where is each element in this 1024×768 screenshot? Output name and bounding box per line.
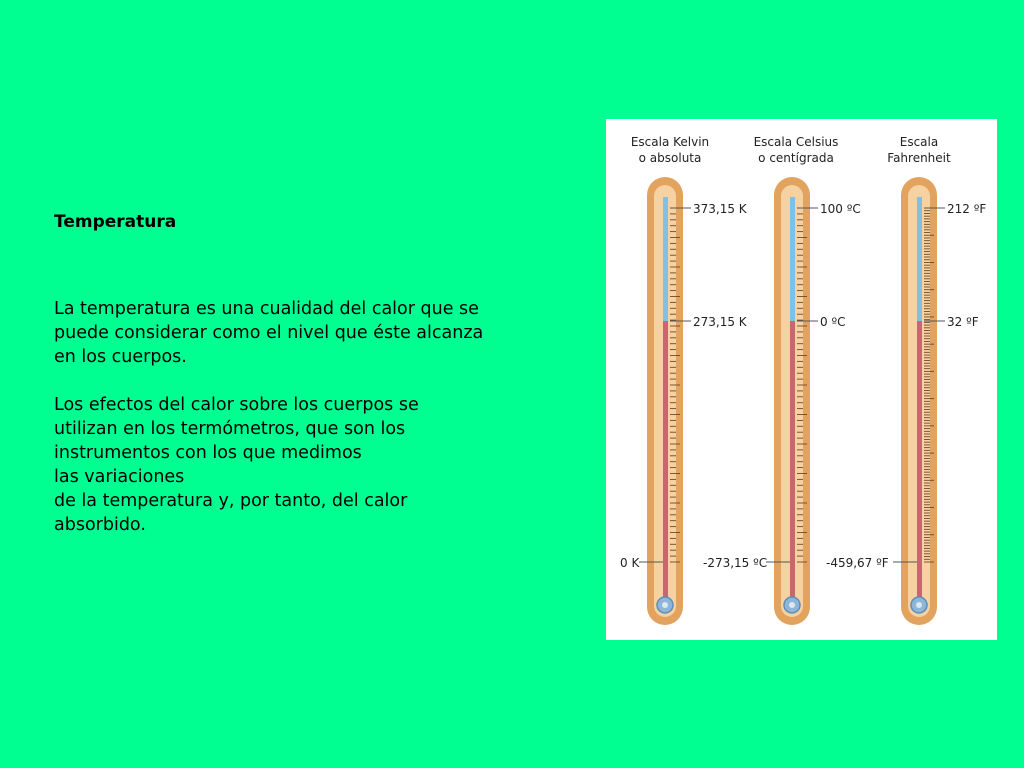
fahrenheit-title-line2: Fahrenheit bbox=[887, 151, 951, 165]
paragraph-1-line: La temperatura es una cualidad del calor que se bbox=[54, 299, 479, 319]
paragraph-2 bbox=[54, 393, 554, 537]
fahrenheit-capillary-upper bbox=[917, 197, 922, 321]
kelvin-title-line2: o absoluta bbox=[638, 151, 702, 165]
paragraph-2-line: de la temperatura y, por tanto, del calor bbox=[54, 491, 408, 511]
kelvin-capillary-lower bbox=[663, 321, 668, 597]
thermometers-layer bbox=[639, 177, 945, 625]
thermometer-diagram bbox=[606, 119, 997, 640]
paragraph-2-line: Los efectos del calor sobre los cuerpos se bbox=[54, 395, 419, 415]
fahrenheit-label-bottom: -459,67 ºF bbox=[826, 556, 889, 570]
fahrenheit-label-mid: 32 ºF bbox=[947, 315, 979, 329]
fahrenheit-label-top: 212 ºF bbox=[947, 202, 987, 216]
slide-heading: Temperatura bbox=[54, 212, 177, 232]
kelvin-label-mid: 273,15 K bbox=[693, 315, 747, 329]
celsius-label-mid: 0 ºC bbox=[820, 315, 846, 329]
kelvin-capillary-upper bbox=[663, 197, 668, 321]
fahrenheit-title-line1: Escala bbox=[899, 135, 939, 149]
celsius-capillary-upper bbox=[790, 197, 795, 321]
kelvin-bulb-highlight bbox=[662, 602, 668, 608]
fahrenheit-bulb-highlight bbox=[916, 602, 922, 608]
paragraph-1-line: puede considerar como el nivel que éste alcanza bbox=[54, 323, 484, 343]
celsius-title-line1: Escala Celsius bbox=[753, 135, 839, 149]
celsius-bulb-highlight bbox=[789, 602, 795, 608]
paragraph-1 bbox=[54, 297, 554, 369]
paragraph-2-line: absorbido. bbox=[54, 515, 146, 535]
celsius-title-line2: o centígrada bbox=[758, 151, 834, 165]
paragraph-1-line: en los cuerpos. bbox=[54, 347, 187, 367]
kelvin-label-bottom: 0 K bbox=[620, 556, 640, 570]
paragraph-2-line: utilizan en los termómetros, que son los bbox=[54, 419, 406, 439]
paragraph-2-line: las variaciones bbox=[54, 467, 185, 487]
kelvin-label-top: 373,15 K bbox=[693, 202, 747, 216]
fahrenheit-capillary-lower bbox=[917, 321, 922, 597]
celsius-label-top: 100 ºC bbox=[820, 202, 861, 216]
paragraph-2-line: instrumentos con los que medimos bbox=[54, 443, 362, 463]
celsius-capillary-lower bbox=[790, 321, 795, 597]
slide-body-text bbox=[54, 297, 554, 561]
celsius-label-bottom: -273,15 ºC bbox=[703, 556, 768, 570]
thermometer-scales-figure bbox=[606, 119, 997, 640]
kelvin-title-line1: Escala Kelvin bbox=[630, 135, 710, 149]
